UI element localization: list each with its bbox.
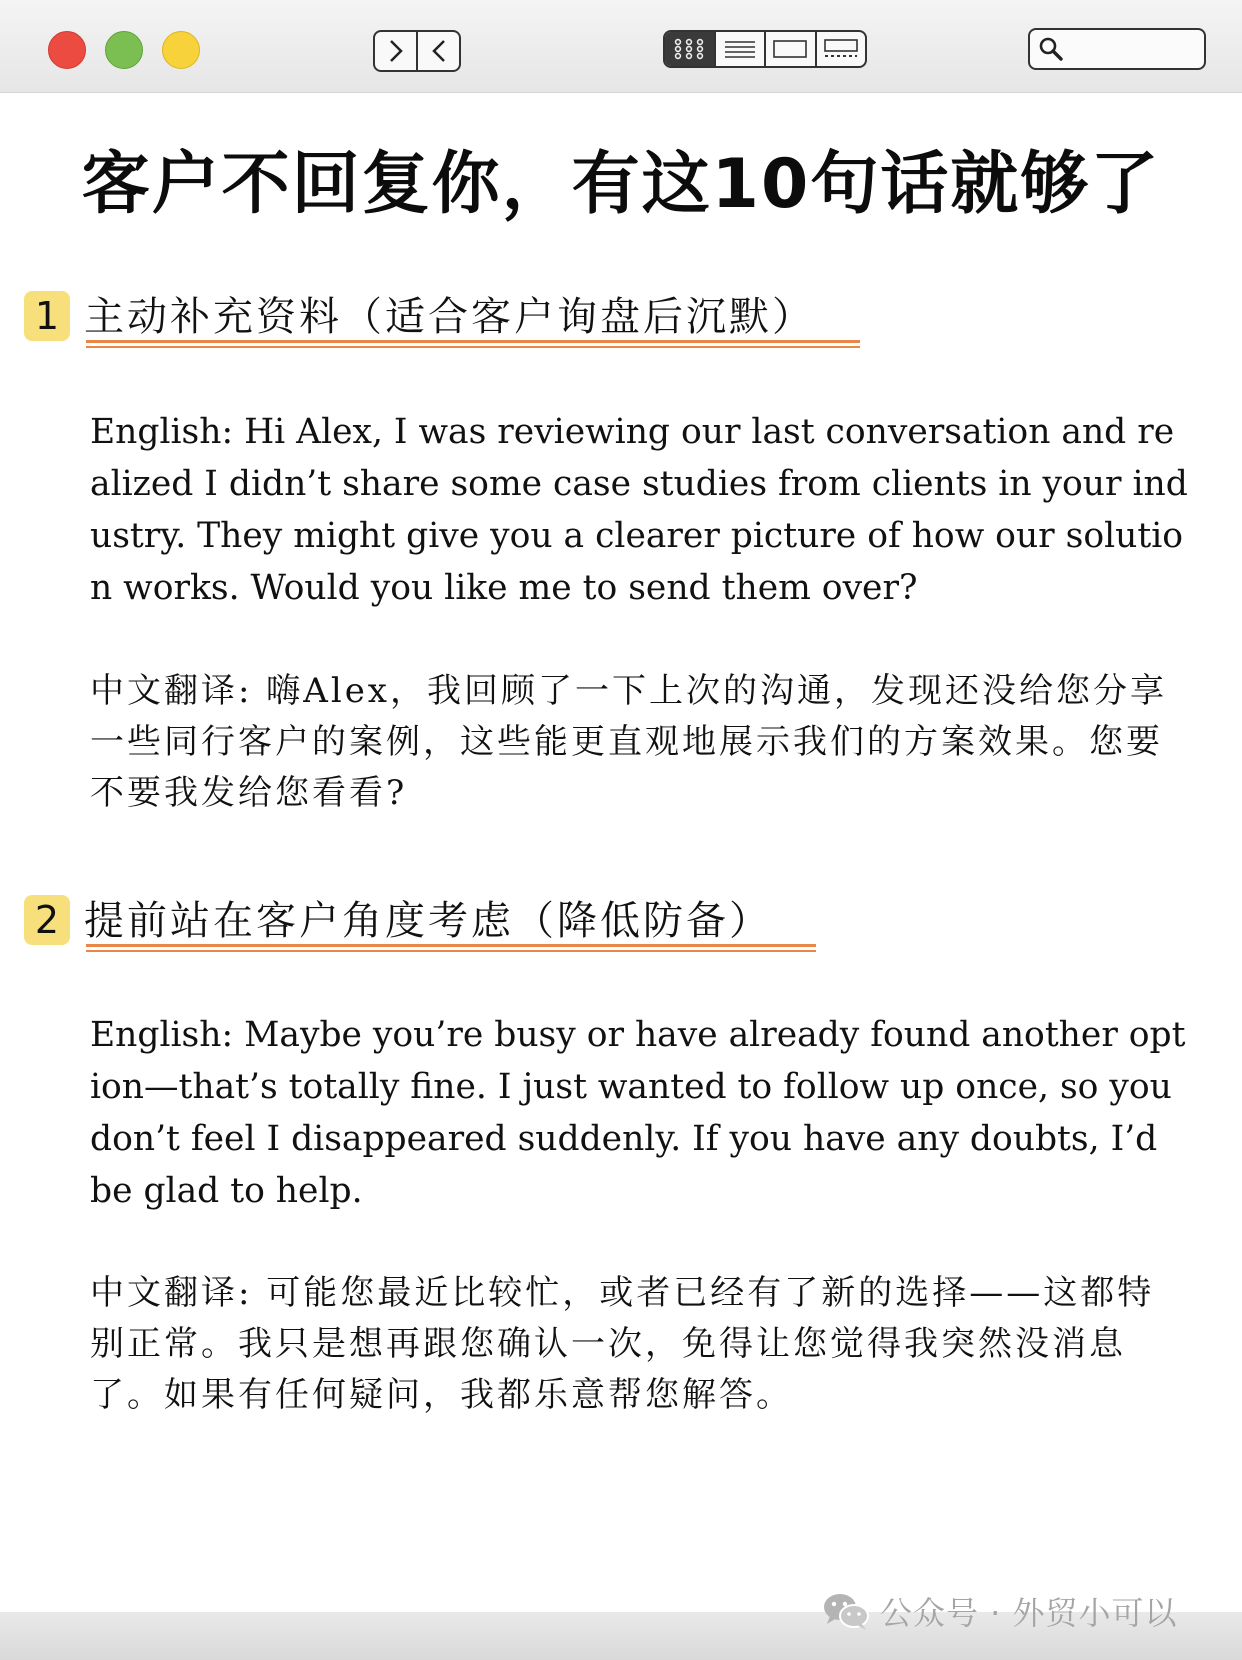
gallery-view-button[interactable] [815, 32, 866, 66]
list-view-button[interactable] [714, 32, 765, 66]
search-field[interactable] [1028, 28, 1206, 70]
column-icon [772, 39, 808, 59]
watermark [822, 1588, 1178, 1634]
section-1-heading: 主动补充资料（适合客户询盘后沉默） [84, 293, 815, 340]
section-2-header [24, 890, 772, 950]
view-mode-switcher [663, 30, 867, 68]
back-button[interactable] [416, 32, 459, 70]
grid-icon [672, 38, 706, 60]
icon-view-button[interactable] [665, 32, 714, 66]
navigation-buttons [373, 30, 461, 72]
zoom-window-button[interactable] [105, 31, 143, 69]
page-title: 客户不回复你，有这10句话就够了 [81, 145, 1161, 224]
list-icon [723, 39, 757, 59]
search-icon [1038, 36, 1064, 62]
watermark-text: 公众号 · 外贸小可以 [880, 1594, 1178, 1632]
chevron-right-icon [387, 39, 405, 63]
section-1-number-badge: 1 [24, 291, 70, 341]
wechat-icon [822, 1591, 870, 1631]
section-1-english-text: English: Hi Alex, I was reviewing our last conversation and realized I didn’t share some case studies from clients in your industry. They might give you a clearer picture of how our solution works. Would you like me to send them over? [90, 412, 1188, 608]
column-view-button[interactable] [764, 32, 815, 66]
minimize-window-button[interactable] [162, 31, 200, 69]
section-2-number-badge: 2 [24, 895, 70, 945]
chevron-left-icon [430, 39, 448, 63]
section-2-english-text: English: Maybe you’re busy or have already found another option—that’s totally fine. I just wanted to follow up once, so you don’t feel I disappeared suddenly. If you have any doubts, I’d be glad to help. [90, 1015, 1186, 1211]
search-input[interactable] [1068, 33, 1202, 65]
window-titlebar [0, 0, 1242, 93]
section-1-header [24, 286, 815, 346]
section-1-chinese-text: 中文翻译: 嗨Alex，我回顾了一下上次的沟通，发现还没给您分享一些同行客户的案例，这些能更直观地展示我们的方案效果。您要不要我发给您看看? [90, 671, 1167, 813]
forward-button[interactable] [375, 32, 416, 70]
gallery-icon [822, 38, 860, 60]
section-2-underline [86, 944, 816, 952]
section-2-heading: 提前站在客户角度考虑（降低防备） [84, 897, 772, 944]
close-window-button[interactable] [48, 31, 86, 69]
section-2-chinese-text: 中文翻译: 可能您最近比较忙，或者已经有了新的选择——这都特别正常。我只是想再跟您确认一次，免得让您觉得我突然没消息了。如果有任何疑问，我都乐意帮您解答。 [90, 1273, 1155, 1415]
section-1-underline [86, 340, 860, 348]
